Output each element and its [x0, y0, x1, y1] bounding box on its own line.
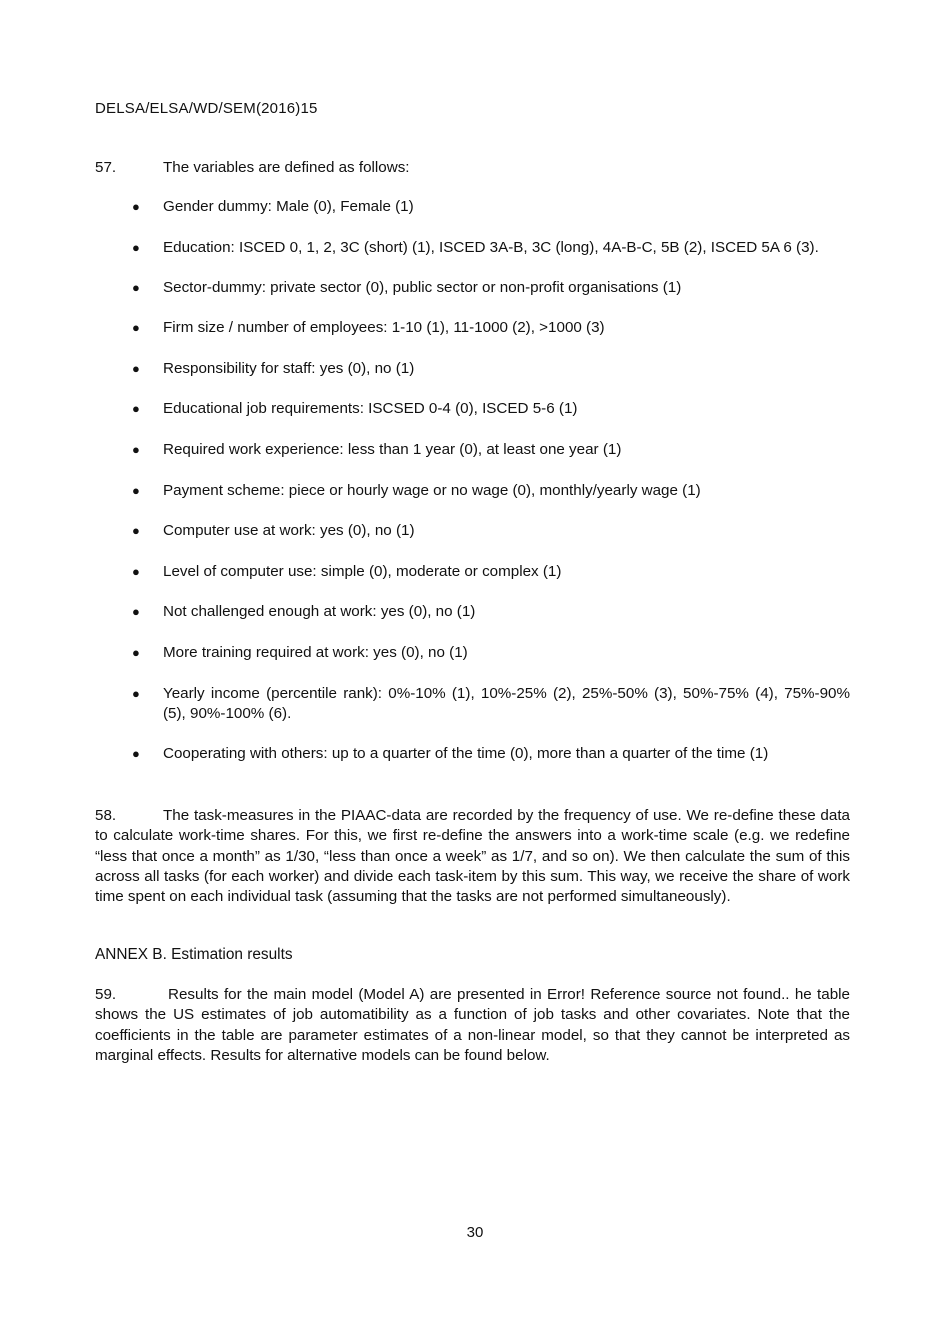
bullet-icon: ●	[132, 441, 140, 457]
list-item: ● Payment scheme: piece or hourly wage or no wage (0), monthly/yearly wage (1)	[95, 481, 850, 501]
bullet-icon: ●	[132, 199, 140, 214]
list-item: ● Responsibility for staff: yes (0), no (1)	[95, 359, 850, 379]
paragraph-57	[95, 158, 850, 178]
list-item: ● Computer use at work: yes (0), no (1)	[95, 521, 850, 541]
bullet-icon: ●	[132, 401, 140, 417]
bullet-icon: ●	[132, 239, 140, 255]
list-item: ● Yearly income (percentile rank): 0%-10% (1), 10%-25% (2), 25%-50% (3), 50%-75% (4), 75%-90% (5), 90%-100% (6).	[132, 684, 850, 722]
bullet-icon: ●	[132, 360, 140, 376]
list-item: ● Educational job requirements: ISCSED 0-4 (0), ISCED 5-6 (1)	[95, 399, 850, 419]
bullet-icon: ●	[132, 685, 140, 701]
page-number: 30	[466, 1224, 484, 1241]
list-item: ● Gender dummy: Male (0), Female (1)	[95, 197, 850, 217]
list-item: ● Education: ISCED 0, 1, 2, 3C (short) (1), ISCED 3A-B, 3C (long), 4A-B-C, 5B (2), ISCED 5A 6 (3).	[95, 238, 850, 258]
list-item: ● Required work experience: less than 1 year (0), at least one year (1)	[95, 440, 850, 460]
bullet-icon: ●	[132, 745, 140, 761]
paragraph-text: The variables are defined as follows:	[163, 159, 410, 176]
list-item: ● Sector-dummy: private sector (0), public sector or non-profit organisations (1)	[95, 278, 850, 298]
paragraph-59	[95, 985, 850, 1066]
paragraph-number: 59.	[95, 986, 117, 1003]
bullet-icon: ●	[132, 644, 140, 660]
annex-heading: ANNEX B. Estimation results	[95, 946, 293, 963]
paragraph-text: Results for the main model (Model A) are presented in Error! Reference source not found.. he table shows the US estimates of job automatibility as a function of job tasks and other covariates. Note that the coefficients in the table are parameter estimates of a non-linear model, so that they cannot be interpreted as marginal effects. Results for alternative models can be found below.	[95, 986, 850, 1064]
bullet-icon: ●	[132, 279, 140, 295]
list-item: ● More training required at work: yes (0), no (1)	[95, 643, 850, 663]
list-item: ● Not challenged enough at work: yes (0), no (1)	[95, 602, 850, 622]
bullet-icon: ●	[132, 523, 140, 539]
document-code-header: DELSA/ELSA/WD/SEM(2016)15	[95, 100, 318, 117]
paragraph-number: 57.	[95, 159, 117, 176]
list-item: ● Cooperating with others: up to a quarter of the time (0), more than a quarter of the time (1)	[95, 744, 850, 764]
bullet-icon: ●	[132, 604, 140, 620]
paragraph-text: The task-measures in the PIAAC-data are recorded by the frequency of use. We re-define these data to calculate work-time shares. For this, we first re-define the answers into a work-time scale (e.g. we redefine “less that once a month” as 1/30, “less than once a week” as 1/7, and so on). We then calculate the sum of this across all tasks (for each worker) and divide each task-item by this sum. This way, we receive the share of work time spent on each individual task (assuming that the tasks are not performed simultaneously).	[95, 807, 850, 906]
list-item: ● Firm size / number of employees: 1-10 (1), 11-1000 (2), >1000 (3)	[95, 318, 850, 338]
bullet-icon: ●	[132, 482, 140, 498]
paragraph-number: 58.	[95, 807, 117, 824]
paragraph-58	[95, 806, 850, 907]
variable-definitions-list	[95, 197, 850, 764]
bullet-icon: ●	[132, 563, 140, 579]
list-item: ● Level of computer use: simple (0), moderate or complex (1)	[95, 562, 850, 582]
bullet-icon: ●	[132, 320, 140, 336]
